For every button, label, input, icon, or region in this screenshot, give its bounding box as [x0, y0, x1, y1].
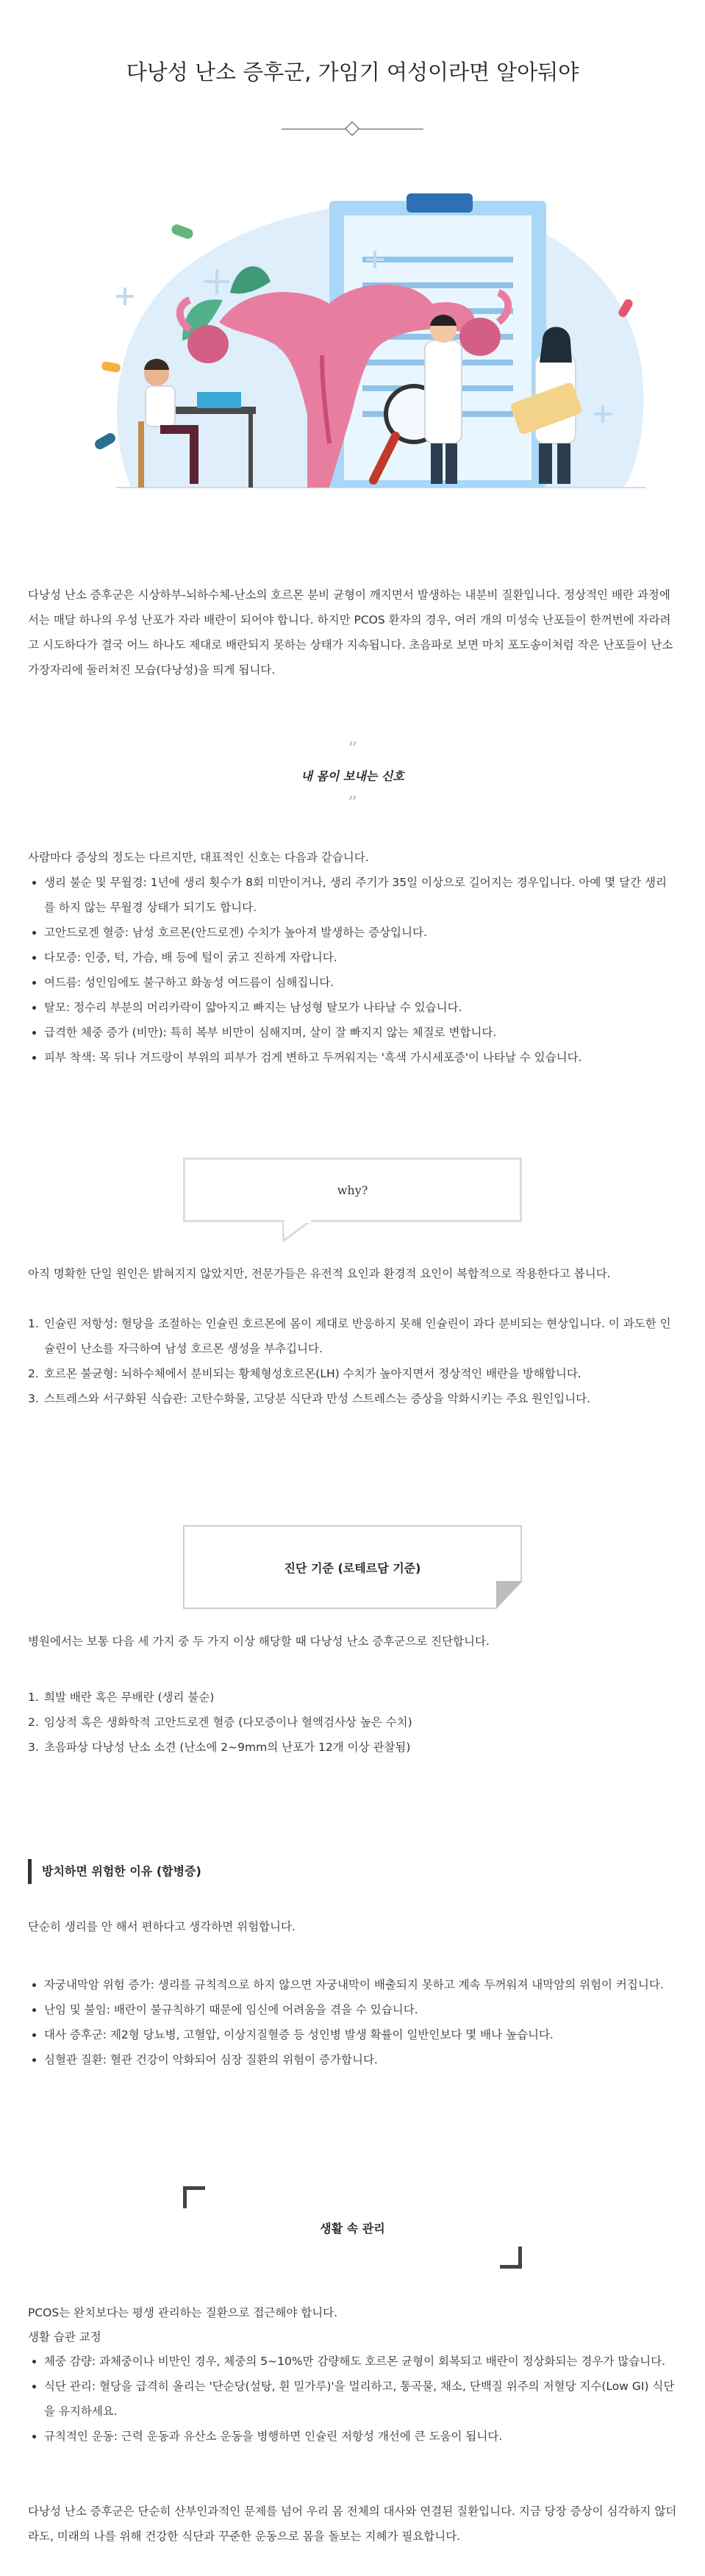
- list-item: 피부 착색: 목 뒤나 겨드랑이 부위의 피부가 검게 변하고 두꺼워지는 '흑색 가시세포증'이 나타날 수 있습니다.: [28, 1045, 677, 1070]
- diagnosis-card: 진단 기준 (로테르담 기준): [183, 1525, 522, 1609]
- list-item: 2. 임상적 혹은 생화학적 고안드로겐 혈증 (다모증이나 혈액검사상 높은 수치): [28, 1716, 412, 1729]
- list-item: 1. 희발 배란 혹은 무배란 (생리 불순): [28, 1691, 215, 1704]
- list-item: 급격한 체중 증가 (비만): 특히 복부 비만이 심해지며, 살이 잘 빠지지 않는 체질로 변합니다.: [28, 1020, 677, 1045]
- list-item: 3. 스트레스와 서구화된 식습관: 고탄수화물, 고당분 식단과 만성 스트레스는 증상을 악화시키는 주요 원인입니다.: [28, 1392, 591, 1405]
- why-list: [28, 1311, 677, 1411]
- list-item: 자궁내막암 위험 증가: 생리를 규칙적으로 하지 않으면 자궁내막이 배출되지 못하고 계속 두꺼워져 내막암의 위험이 커집니다.: [28, 1972, 677, 1997]
- danger-heading: 방치하면 위험한 이유 (합병증): [28, 1859, 201, 1884]
- list-item: 심혈관 질환: 혈관 건강이 악화되어 심장 질환의 위험이 증가합니다.: [28, 2047, 677, 2072]
- danger-list: [28, 1972, 677, 2072]
- signals-lead: 사람마다 증상의 정도는 다르지만, 대표적인 신호는 다음과 같습니다.: [28, 851, 369, 864]
- diamond-icon: [345, 121, 359, 136]
- list-item: 규칙적인 운동: 근력 운동과 유산소 운동을 병행하면 인슐린 저항성 개선에 큰 도움이 됩니다.: [28, 2424, 677, 2449]
- care-list: [28, 2349, 677, 2449]
- list-item: 탈모: 정수리 부분의 머리카락이 얇아지고 빠지는 남성형 탈모가 나타날 수 있습니다.: [28, 995, 677, 1020]
- signals-heading: 내 몸이 보내는 신호: [301, 769, 404, 783]
- list-item: 체중 감량: 과체중이나 비만인 경우, 체중의 5~10%만 감량해도 호르몬 균형이 회복되고 배란이 정상화되는 경우가 많습니다.: [28, 2349, 677, 2374]
- care-heading-box: [183, 2186, 522, 2269]
- list-item: 1. 인슐린 저항성: 혈당을 조절하는 인슐린 호르몬에 몸이 제대로 반응하지 못해 인슐린이 과다 분비되는 현상입니다. 이 과도한 인슐린이 난소를 자극하여 남성 호르몬 생성을 부추깁니다.: [28, 1317, 671, 1355]
- closing-paragraph: 다낭성 난소 증후군은 단순히 산부인과적인 문제를 넘어 우리 몸 전체의 대사와 연결된 질환입니다. 지금 당장 증상이 심각하지 않더라도, 미래의 나를 위해 건강한 식단과 꾸준한 운동으로 몸을 돌보는 지혜가 필요합니다.: [28, 2505, 677, 2543]
- list-item: 여드름: 성인임에도 불구하고 화농성 여드름이 심해집니다.: [28, 970, 677, 995]
- signals-list: [28, 870, 677, 1070]
- list-item: 대사 증후군: 제2형 당뇨병, 고혈압, 이상지질혈증 등 성인병 발생 확률이 일반인보다 몇 배나 높습니다.: [28, 2022, 677, 2047]
- list-item: 난임 및 불임: 배란이 불규칙하기 때문에 임신에 어려움을 겪을 수 있습니다.: [28, 1997, 677, 2022]
- intro-paragraph: 다낭성 난소 증후군은 시상하부-뇌하수체-난소의 호르몬 분비 균형이 깨지면서 발생하는 내분비 질환입니다. 정상적인 배란 과정에서는 매달 하나의 우성 난포가 자라 배란이 되어야 합니다. 하지만 PCOS 환자의 경우, 여러 개의 미성숙 난포들이 한꺼번에 자라려고 시도하다가 결국 어느 하나도 제대로 배란되지 못하는 상태가 지속됩니다. 초음파로 보면 마치 포도송이처럼 작은 난포들이 난소 가장자리에 둘러쳐진 모습(다낭성)을 띄게 됩니다.: [28, 588, 673, 677]
- list-item: 식단 관리: 혈당을 급격히 올리는 '단순당(설탕, 흰 밀가루)'을 멀리하고, 통곡물, 채소, 단백질 위주의 저혈당 지수(Low GI) 식단을 유지하세요.: [28, 2374, 677, 2424]
- why-lead: 아직 명확한 단일 원인은 밝혀지지 않았지만, 전문가들은 유전적 요인과 환경적 요인이 복합적으로 작용한다고 봅니다.: [28, 1267, 611, 1280]
- page-title: 다낭성 난소 증후군, 가임기 여성이라면 알아둬야: [126, 60, 579, 85]
- list-item: 3. 초음파상 다낭성 난소 소견 (난소에 2~9mm의 난포가 12개 이상 관찰됨): [28, 1741, 411, 1754]
- list-item: 생리 불순 및 무월경: 1년에 생리 횟수가 8회 미만이거나, 생리 주기가 35일 이상으로 길어지는 경우입니다. 아예 몇 달간 생리를 하지 않는 무월경 상태가 되기도 합니다.: [28, 870, 677, 920]
- care-lead: PCOS는 완치보다는 평생 관리하는 질환으로 접근해야 합니다.: [28, 2306, 338, 2319]
- hero-illustration: [87, 171, 653, 554]
- danger-lead: 단순히 생리를 안 해서 편하다고 생각하면 위험합니다.: [28, 1920, 296, 1933]
- open-quote-icon: “: [347, 738, 358, 760]
- diagnosis-list: [28, 1685, 677, 1760]
- why-speech-bubble: why?: [183, 1157, 522, 1222]
- list-item: 다모증: 인중, 턱, 가슴, 배 등에 털이 굵고 진하게 자랍니다.: [28, 945, 677, 970]
- speech-tail: [282, 1220, 319, 1242]
- diagnosis-lead: 병원에서는 보통 다음 세 가지 중 두 가지 이상 해당할 때 다낭성 난소 증후군으로 진단합니다.: [28, 1635, 490, 1648]
- care-subheading: 생활 습관 교정: [28, 2330, 101, 2344]
- list-item: 2. 호르몬 불균형: 뇌하수체에서 분비되는 황체형성호르몬(LH) 수치가 높아지면서 정상적인 배란을 방해합니다.: [28, 1367, 581, 1380]
- close-quote-icon: ”: [347, 793, 358, 815]
- list-item: 고안드로겐 혈증: 남성 호르몬(안드로겐) 수치가 높아져 발생하는 증상입니다.: [28, 920, 677, 945]
- folded-corner-icon: [496, 1581, 523, 1609]
- care-heading: 생활 속 관리: [320, 2221, 385, 2236]
